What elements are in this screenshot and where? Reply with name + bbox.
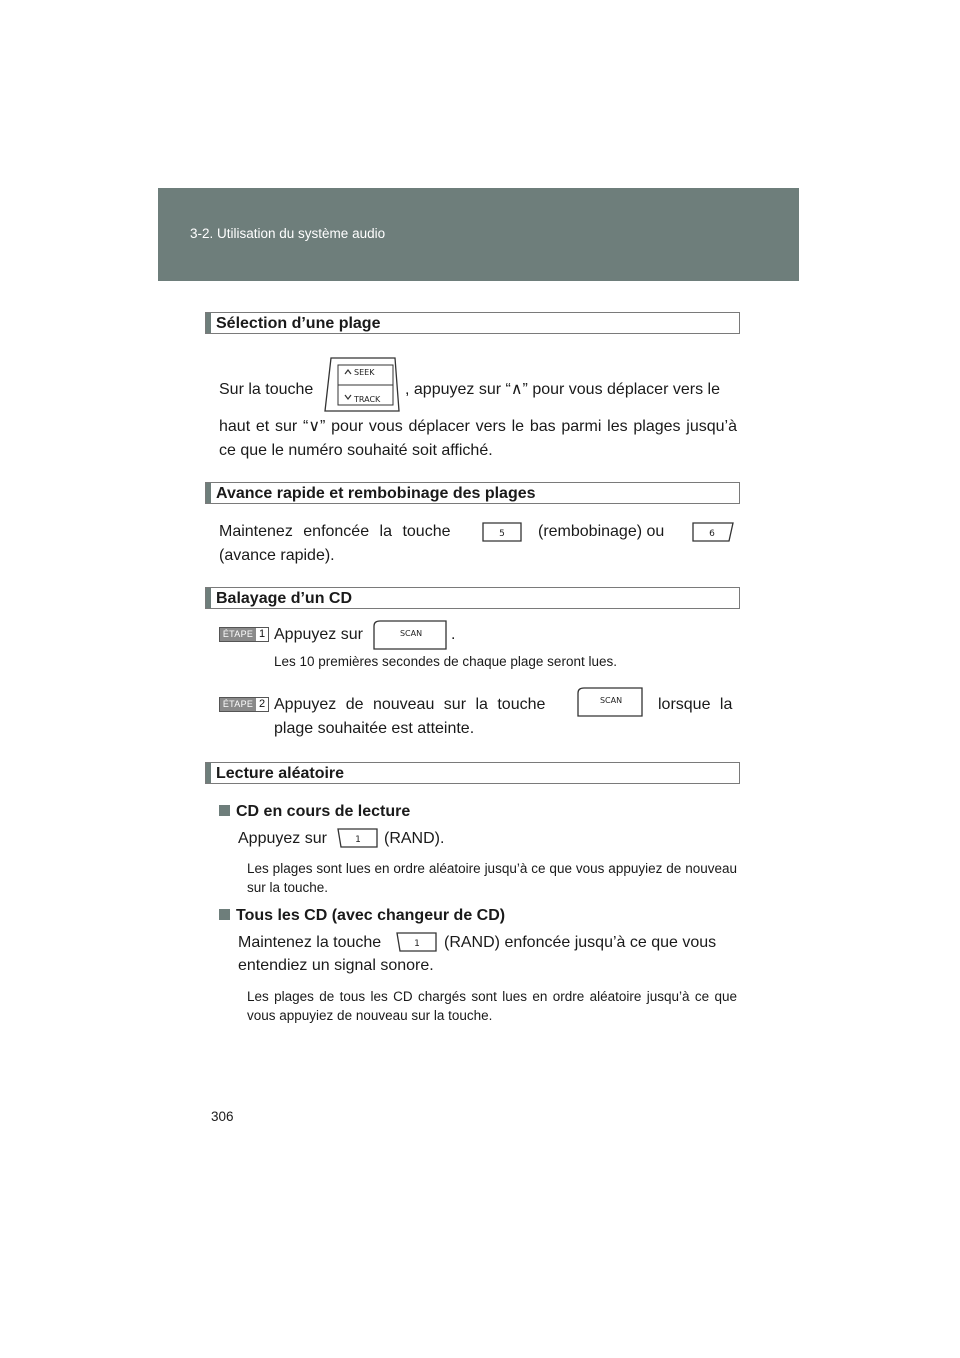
section-title-text: Lecture aléatoire xyxy=(216,765,345,782)
s1-text-a: Sur la touche xyxy=(219,381,314,398)
square-bullet-icon xyxy=(219,805,230,816)
key-1-label: 1 xyxy=(414,939,420,949)
bullet-heading-all-cds xyxy=(219,906,505,926)
page-number: 306 xyxy=(211,1109,234,1124)
step1-text-b: . xyxy=(451,626,456,643)
scan-button-icon xyxy=(576,687,644,717)
key-5-icon xyxy=(482,522,522,542)
key-5-label: 5 xyxy=(499,529,505,539)
s1-text-b: , appuyez sur “∧” pour vous déplacer vers le xyxy=(405,381,720,398)
step-label: ÉTAPE xyxy=(220,698,256,711)
b1-note: Les plages sont lues en ordre aléatoire jusqu’à ce que vous appuyiez de nouveau sur la touche. xyxy=(247,861,737,895)
section-title-random-play xyxy=(205,762,740,784)
section-title-bar xyxy=(206,483,211,503)
seek-label: SEEK xyxy=(354,368,375,377)
step2-text-c: plage souhaitée est atteinte. xyxy=(274,720,475,737)
section-title-fast-forward xyxy=(205,482,740,504)
b2-text-a: Maintenez la touche xyxy=(238,934,382,951)
b1-text-a: Appuyez sur xyxy=(238,830,327,847)
section-title-text: Sélection d’une plage xyxy=(216,315,381,332)
b2-text-c: entendiez un signal sonore. xyxy=(238,957,434,974)
section-breadcrumb: 3-2. Utilisation du système audio xyxy=(190,226,386,241)
s2-text-a: Maintenez enfoncée la touche xyxy=(219,523,451,540)
seek-track-button-icon xyxy=(323,357,400,412)
b2-text-b: (RAND) enfoncée jusqu’à ce que vous xyxy=(444,934,717,951)
s1-body: haut et sur “∨” pour vous déplacer vers le bas parmi les plages jusqu’à ce que le numéro souhaité soit affiché. xyxy=(219,418,737,459)
key-1-label: 1 xyxy=(355,835,361,845)
step1-note: Les 10 premières secondes de chaque plage seront lues. xyxy=(274,654,617,669)
step-number: 1 xyxy=(256,628,268,641)
key-6-label: 6 xyxy=(709,529,715,539)
scan-label: SCAN xyxy=(599,696,623,705)
bullet-heading-text: Tous les CD (avec changeur de CD) xyxy=(236,907,506,924)
section-title-bar xyxy=(206,588,211,608)
step1-text-a: Appuyez sur xyxy=(274,626,363,643)
key-6-icon xyxy=(692,522,734,542)
key-1-icon xyxy=(396,932,437,952)
section-title-bar xyxy=(206,763,211,783)
square-bullet-icon xyxy=(219,909,230,920)
step-2-badge xyxy=(219,697,269,712)
section-title-cd-scan xyxy=(205,587,740,609)
page-header xyxy=(158,188,799,281)
bullet-heading-current-cd xyxy=(219,802,410,822)
section-title-bar xyxy=(206,313,211,333)
scan-button-icon xyxy=(372,620,447,650)
b1-text-b: (RAND). xyxy=(384,830,445,847)
step-label: ÉTAPE xyxy=(220,628,256,641)
section-title-text: Balayage d’un CD xyxy=(216,590,353,607)
track-label: TRACK xyxy=(354,395,381,404)
step-number: 2 xyxy=(256,698,268,711)
bullet-heading-text: CD en cours de lecture xyxy=(236,803,411,820)
step-1-badge xyxy=(219,627,269,642)
scan-label: SCAN xyxy=(399,629,423,638)
b2-note: Les plages de tous les CD chargés sont lues en ordre aléatoire jusqu’à ce que vous appuyiez de nouveau sur la touche. xyxy=(247,989,737,1023)
s2-text-c: (avance rapide). xyxy=(219,547,335,564)
key-1-icon xyxy=(337,828,378,848)
step2-text-a: Appuyez de nouveau sur la touche xyxy=(274,696,546,713)
section-title-track-selection xyxy=(205,312,740,334)
s2-text-b: (rembobinage) ou xyxy=(538,523,665,540)
section-title-text: Avance rapide et rembobinage des plages xyxy=(216,485,536,502)
step2-text-b: lorsque la xyxy=(658,696,733,713)
